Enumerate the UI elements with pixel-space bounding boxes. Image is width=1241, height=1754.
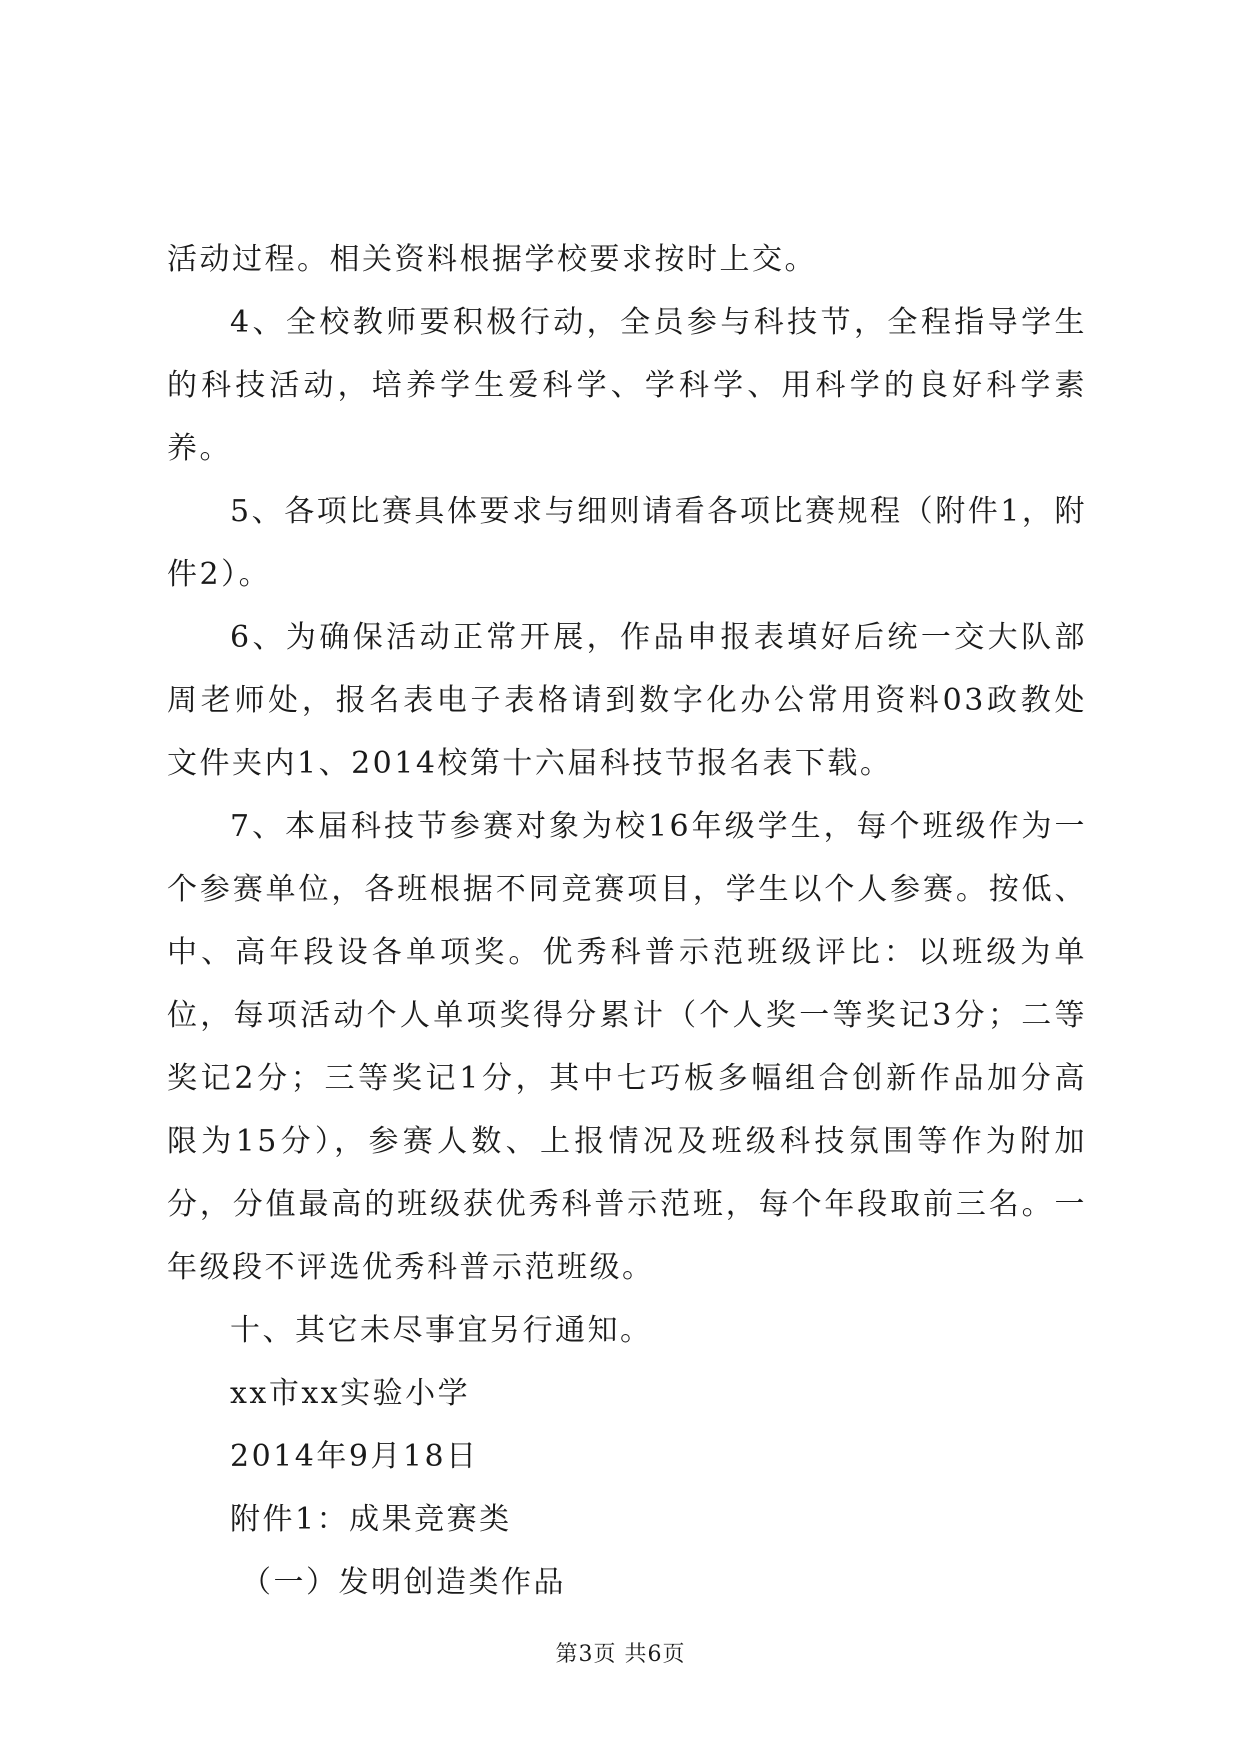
document-body	[167, 228, 1087, 1614]
paragraph-continuation: 活动过程。相关资料根据学校要求按时上交。	[167, 242, 817, 277]
section-title: （一）发明创造类作品	[241, 1565, 566, 1600]
attachment-title: 附件1：成果竞赛类	[230, 1502, 512, 1537]
paragraph-item-7: 7、本届科技节参赛对象为校16年级学生，每个班级作为一个参赛单位，各班根据不同竞赛项目，学生以个人参赛。按低、中、高年段设各单项奖。优秀科普示范班级评比：以班级为单位，每项活动个人单项奖得分累计（个人奖一等奖记3分；二等奖记2分；三等奖记1分，其中七巧板多幅组合创新作品加分高限为15分），参赛人数、上报情况及班级科技氛围等作为附加分，分值最高的班级获优秀科普示范班，每个年段取前三名。一年级段不评选优秀科普示范班级。	[167, 809, 1087, 1285]
notice-end-line: 十、其它未尽事宜另行通知。	[230, 1313, 653, 1348]
date-line: 2014年9月18日	[230, 1439, 479, 1474]
paragraph-item-5: 5、各项比赛具体要求与细则请看各项比赛规程（附件1，附件2）。	[167, 494, 1087, 592]
signer-line: xx市xx实验小学	[230, 1376, 471, 1411]
paragraph-item-6: 6、为确保活动正常开展，作品申报表填好后统一交大队部周老师处，报名表电子表格请到数字化办公常用资料03政教处文件夹内1、2014校第十六届科技节报名表下载。	[167, 620, 1087, 781]
paragraph-item-4: 4、全校教师要积极行动，全员参与科技节，全程指导学生的科技活动，培养学生爱科学、学科学、用科学的良好科学素养。	[167, 305, 1087, 466]
page-footer: 第3页 共6页	[555, 1642, 686, 1667]
